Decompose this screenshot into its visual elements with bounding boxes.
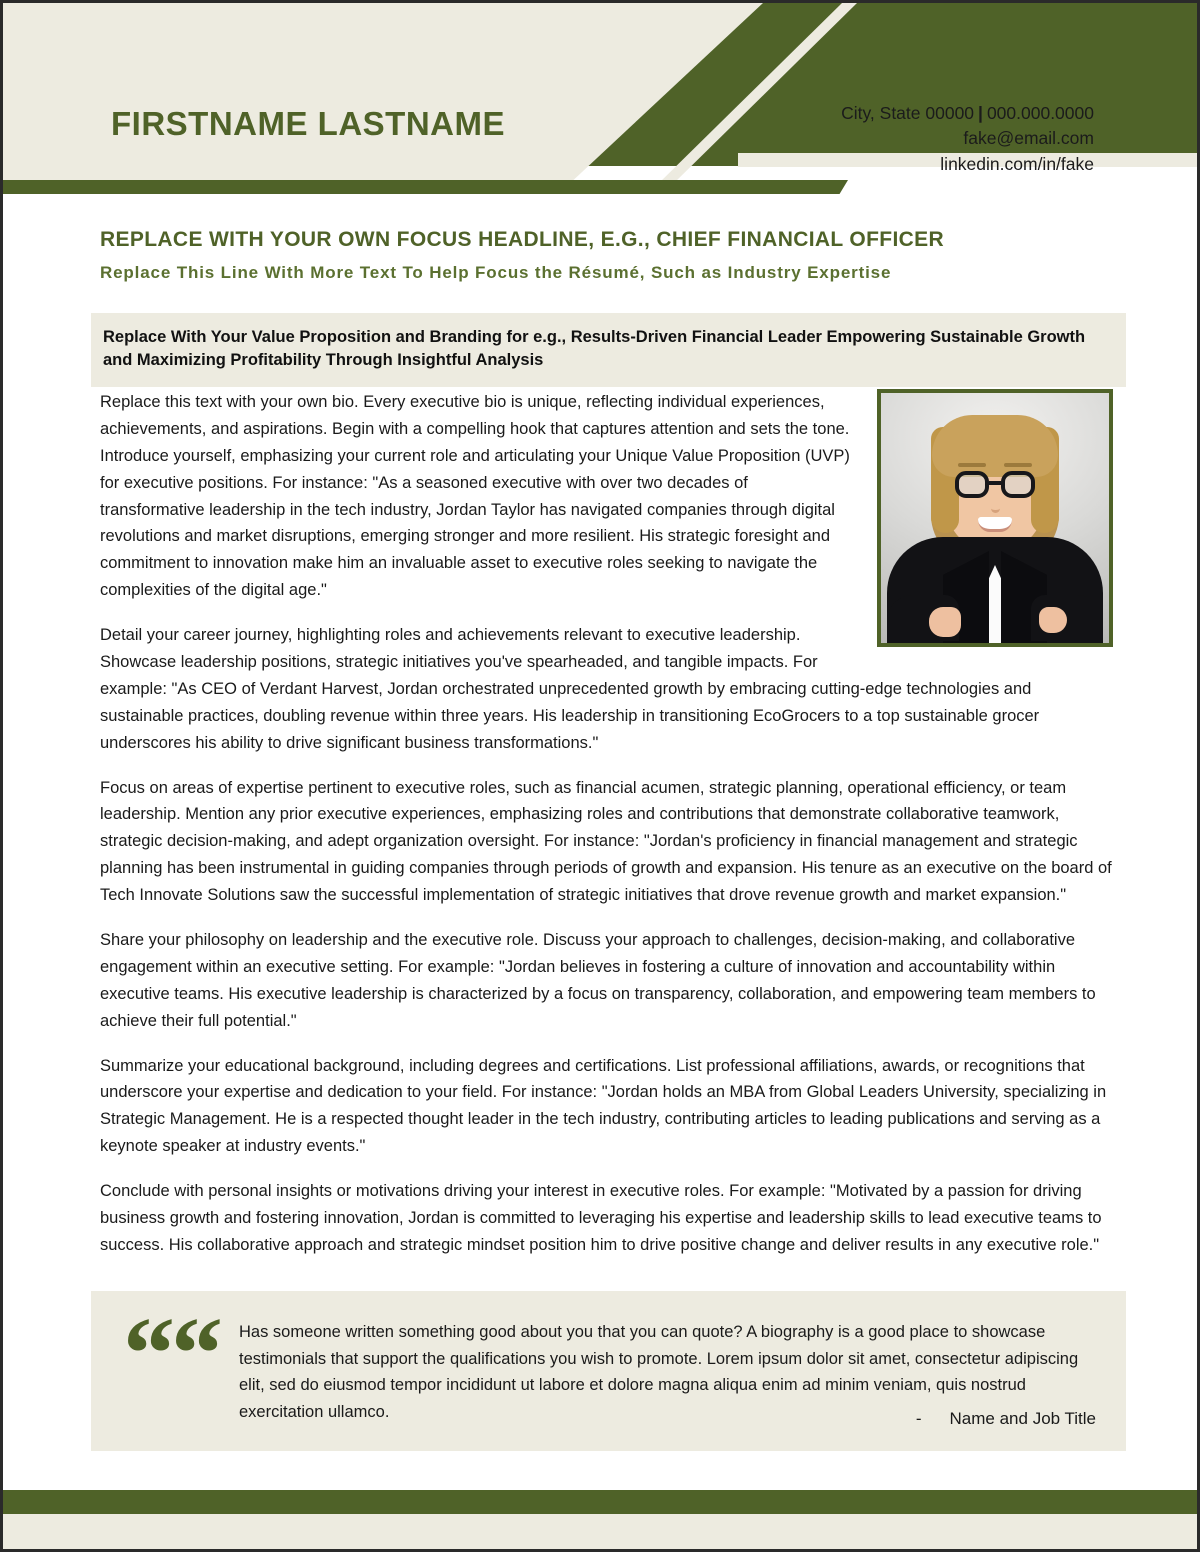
footer-green-bar [3, 1490, 1197, 1514]
bio-paragraph: Share your philosophy on leadership and the executive role. Discuss your approach to challenges, decision-making, and collaborative engagement within an executive setting. For example: "Jordan believes in fostering a culture of innovation and accountability within executive teams. His executive leadership is characterized by a focus on transparency, collaboration, and empowering team members to achieve their full potential." [100, 931, 1096, 1030]
contact-block [841, 101, 1094, 177]
portrait-hand-left [929, 607, 961, 637]
bio-paragraph: Replace this text with your own bio. Every executive bio is unique, reflecting individual experiences, achievements, and aspirations. Begin with a compelling hook that captures attention and sets the tone. Introduce yourself, emphasizing your current role and articulating your Unique Value Proposition (UVP) for executive positions. For instance: "As a seasoned executive with over two decades of transformative leadership in the tech industry, Jordan Taylor has navigated companies through digital revolutions and market disruptions, emerging stronger and more resilient. His strategic foresight and commitment to innovation make him an invaluable asset to executive roles seeking to navigate the complexities of the digital age." [100, 393, 850, 600]
attribution-dash: - [915, 1409, 922, 1428]
portrait-glasses-right-lens [1001, 471, 1035, 498]
portrait-glasses-left-lens [955, 471, 989, 498]
testimonial-attribution [916, 1409, 1096, 1429]
portrait-nose [991, 499, 1000, 513]
portrait-smile [978, 517, 1012, 532]
quote-mark-icon: ““ [123, 1296, 219, 1411]
name-block [111, 106, 505, 142]
bio-paragraph: Detail your career journey, highlighting roles and achievements relevant to executive leadership. Showcase leadership positions, strategic initiatives you've spearheaded, and tangible impacts. For example: "As CEO of Verdant Harvest, Jordan orchestrated unprecedented growth by embracing cutting-edge technologies and sustainable practices, doubling revenue within three years. His leadership in transitioning EcoGrocers to a top sustainable grocer underscores his ability to drive significant business transformations." [100, 626, 1040, 752]
bio-paragraph: Focus on areas of expertise pertinent to executive roles, such as financial acumen, strategic planning, operational efficiency, or team leadership. Mention any prior executive experiences, emphasizing roles and contributions that demonstrate collaborative teamwork, strategic decision-making, and adept organization oversight. For instance: "Jordan's proficiency in financial management and strategic planning has been instrumental in guiding companies through periods of growth and expansion. His tenure as an executive on the board of Tech Innovate Solutions saw the successful implementation of strategic initiatives that drove revenue growth and market expansion." [100, 778, 1112, 905]
portrait-glasses-bridge [989, 481, 1001, 485]
focus-headline: REPLACE WITH YOUR OWN FOCUS HEADLINE, E.G., CHIEF FINANCIAL OFFICER [100, 228, 945, 251]
portrait-hair-front [932, 415, 1058, 477]
contact-location: City, State 00000 [841, 103, 975, 123]
testimonial-block [91, 1291, 1126, 1451]
contact-line-location-phone [841, 101, 1094, 126]
footer-cream-band [3, 1514, 1197, 1549]
portrait-eyebrow-right [1004, 463, 1032, 467]
headshot-photo [877, 389, 1113, 647]
bio-paragraph: Conclude with personal insights or motivations driving your interest in executive roles. For example: "Motivated by a passion for driving business growth and fostering innovation, Jordan is committed to leveraging his expertise and leadership skills to lead executive teams to success. His collaborative approach and strategic mindset position him to drive positive change and deliver results in any executive role." [100, 1182, 1102, 1254]
testimonial-text: Has someone written something good about you that you can quote? A biography is a good place to showcase testimonials that support the qualifications you wish to promote. Lorem ipsum dolor sit amet, consectetur adipiscing elit, sed do eiusmod tempor incididunt ut labore et dolore magna aliqua enim ad minim veniam, quis nostrud exercitation ullamco. [239, 1323, 1079, 1422]
contact-email[interactable]: fake@email.com [963, 128, 1094, 149]
bio-paragraph: Summarize your educational background, including degrees and certifications. List professional affiliations, awards, or recognitions that underscore your expertise and dedication to your field. For instance: "Jordan holds an MBA from Global Leaders University, specializing in Strategic Management. He is a respected thought leader in the tech industry, contributing articles to leading publications and serving as a keynote speaker at industry events." [100, 1056, 1107, 1156]
attribution-name: Name and Job Title [949, 1409, 1096, 1428]
portrait-hand-right [1039, 607, 1067, 633]
value-proposition-band [91, 313, 1126, 387]
candidate-name: FIRSTNAME LASTNAME [111, 105, 505, 142]
contact-linkedin[interactable]: linkedin.com/in/fake [940, 153, 1094, 174]
value-proposition-text: Replace With Your Value Proposition and Branding for e.g., Results-Driven Financial Leader Empowering Sustainable Growth and Maximizing Profitability Through Insightful Analysis [103, 328, 1086, 370]
header-bottom-green-rule [3, 180, 848, 194]
portrait-eyebrow-left [958, 463, 986, 467]
focus-subheadline: Replace This Line With More Text To Help Focus the Résumé, Such as Industry Expertise [100, 263, 892, 283]
bio-body [100, 389, 1113, 1259]
contact-separator: | [978, 103, 983, 123]
headline-area [100, 227, 1110, 284]
contact-phone[interactable]: 000.000.0000 [986, 103, 1094, 123]
